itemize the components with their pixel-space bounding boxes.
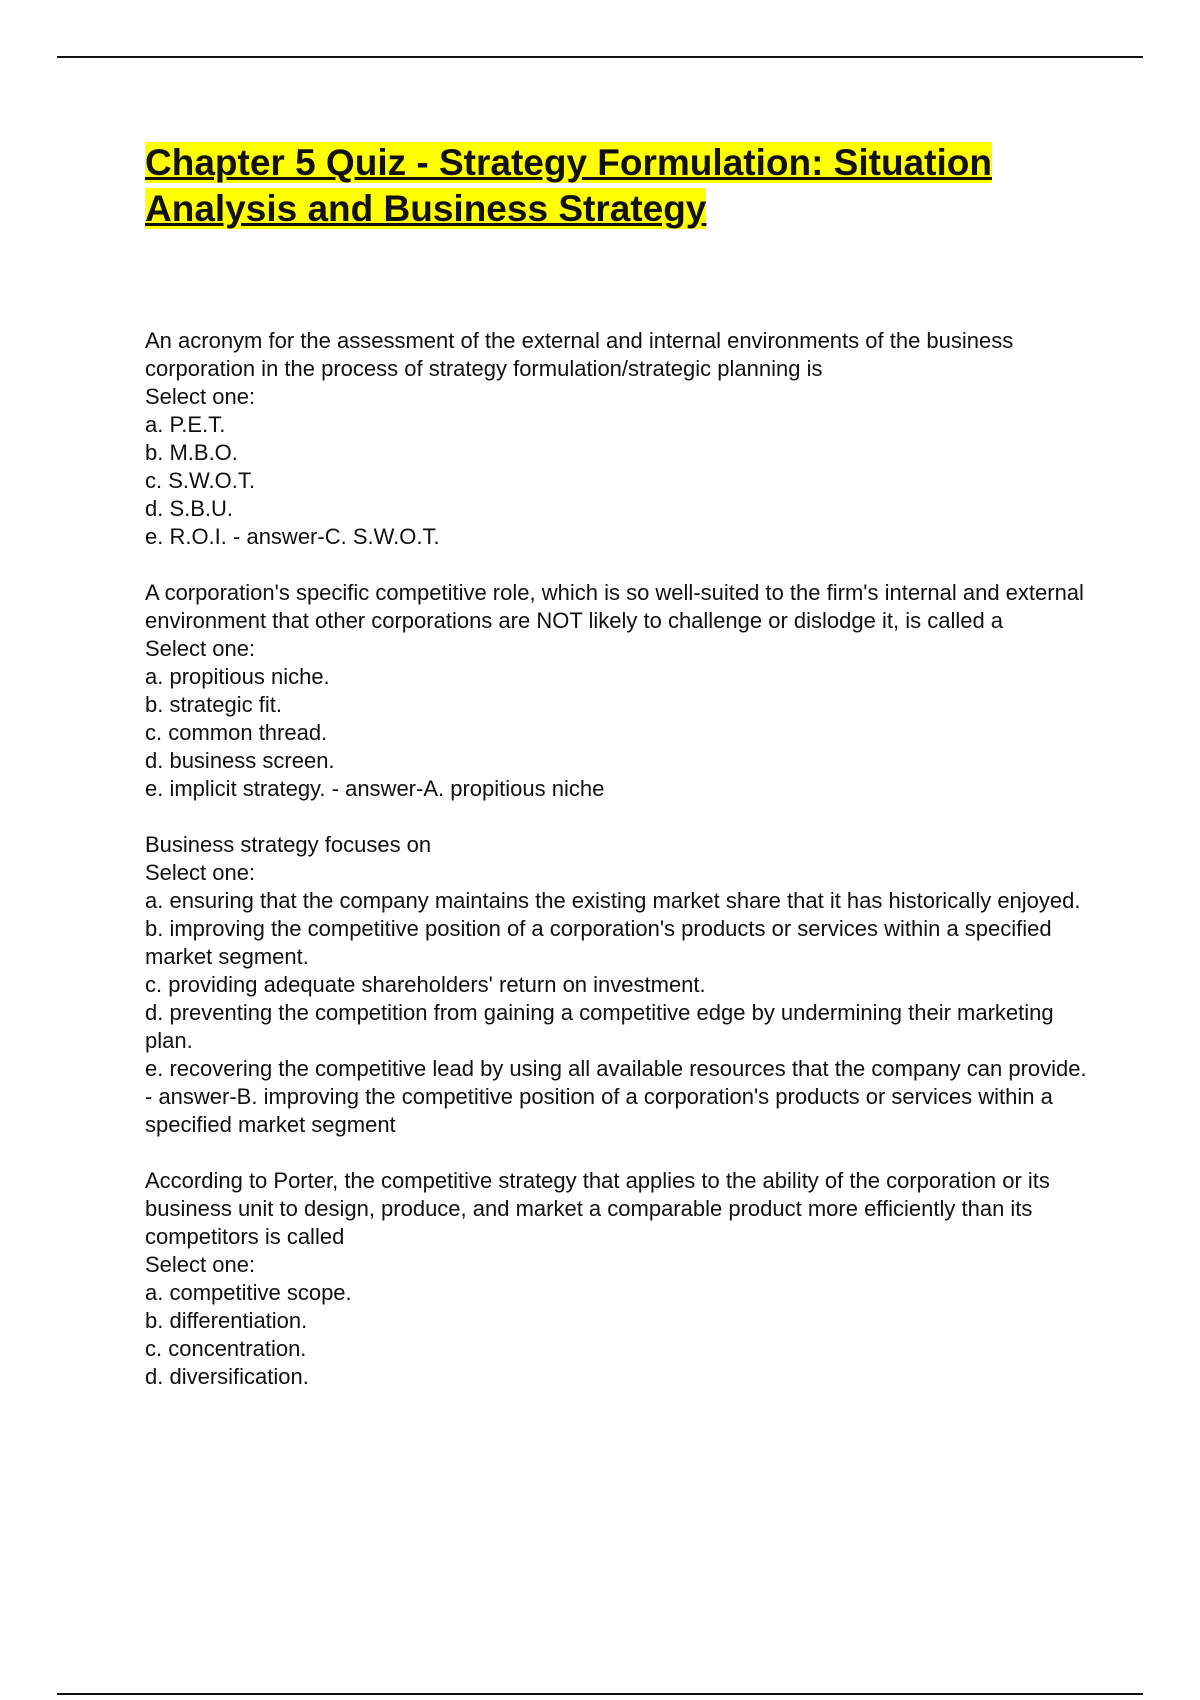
title-line-1: Chapter 5 Quiz - Strategy Formulation: Situation [145,142,992,183]
select-prompt: Select one: [145,636,256,661]
question-list [145,327,1095,1391]
option-e-with-answer: e. implicit strategy. - answer-A. propitious niche [145,776,605,801]
footer-rule [57,1693,1143,1695]
option-b: b. M.B.O. [145,440,238,465]
select-prompt: Select one: [145,384,256,409]
option-a: a. ensuring that the company maintains the existing market share that it has historically enjoyed. [145,888,1081,913]
question-2 [145,579,1095,803]
document-body [145,140,1095,1419]
option-b: b. differentiation. [145,1308,308,1333]
option-c: c. common thread. [145,720,328,745]
header-rule [57,56,1143,58]
option-a: a. P.E.T. [145,412,226,437]
question-1 [145,327,1095,551]
select-prompt: Select one: [145,1252,256,1277]
title-line-2: Analysis and Business Strategy [145,188,707,229]
option-b: b. improving the competitive position of a corporation's products or services within a specified market segment. [145,916,1052,969]
option-d: d. business screen. [145,748,335,773]
option-d: d. S.B.U. [145,496,234,521]
option-d: d. preventing the competition from gaining a competitive edge by undermining their marketing plan. [145,1000,1054,1053]
option-c: c. concentration. [145,1336,307,1361]
select-prompt: Select one: [145,860,256,885]
option-c: c. S.W.O.T. [145,468,256,493]
question-stem: According to Porter, the competitive strategy that applies to the ability of the corporation or its business unit to design, produce, and market a comparable product more efficiently than its competitors is called [145,1168,1050,1249]
option-b: b. strategic fit. [145,692,282,717]
option-c: c. providing adequate shareholders' return on investment. [145,972,706,997]
option-e-with-answer: e. recovering the competitive lead by using all available resources that the company can provide. - answer-B. improving the competitive position of a corporation's products or services within a specified market segment [145,1056,1087,1137]
option-a: a. competitive scope. [145,1280,352,1305]
option-d: d. diversification. [145,1364,309,1389]
question-3 [145,831,1095,1139]
option-a: a. propitious niche. [145,664,330,689]
question-stem: A corporation's specific competitive role, which is so well-suited to the firm's internal and external environment that other corporations are NOT likely to challenge or dislodge it, is called a [145,580,1084,633]
question-stem: An acronym for the assessment of the external and internal environments of the business corporation in the process of strategy formulation/strategic planning is [145,328,1014,381]
question-4 [145,1167,1095,1391]
option-e-with-answer: e. R.O.I. - answer-C. S.W.O.T. [145,524,440,549]
document-title [145,140,1095,232]
question-stem: Business strategy focuses on [145,832,432,857]
